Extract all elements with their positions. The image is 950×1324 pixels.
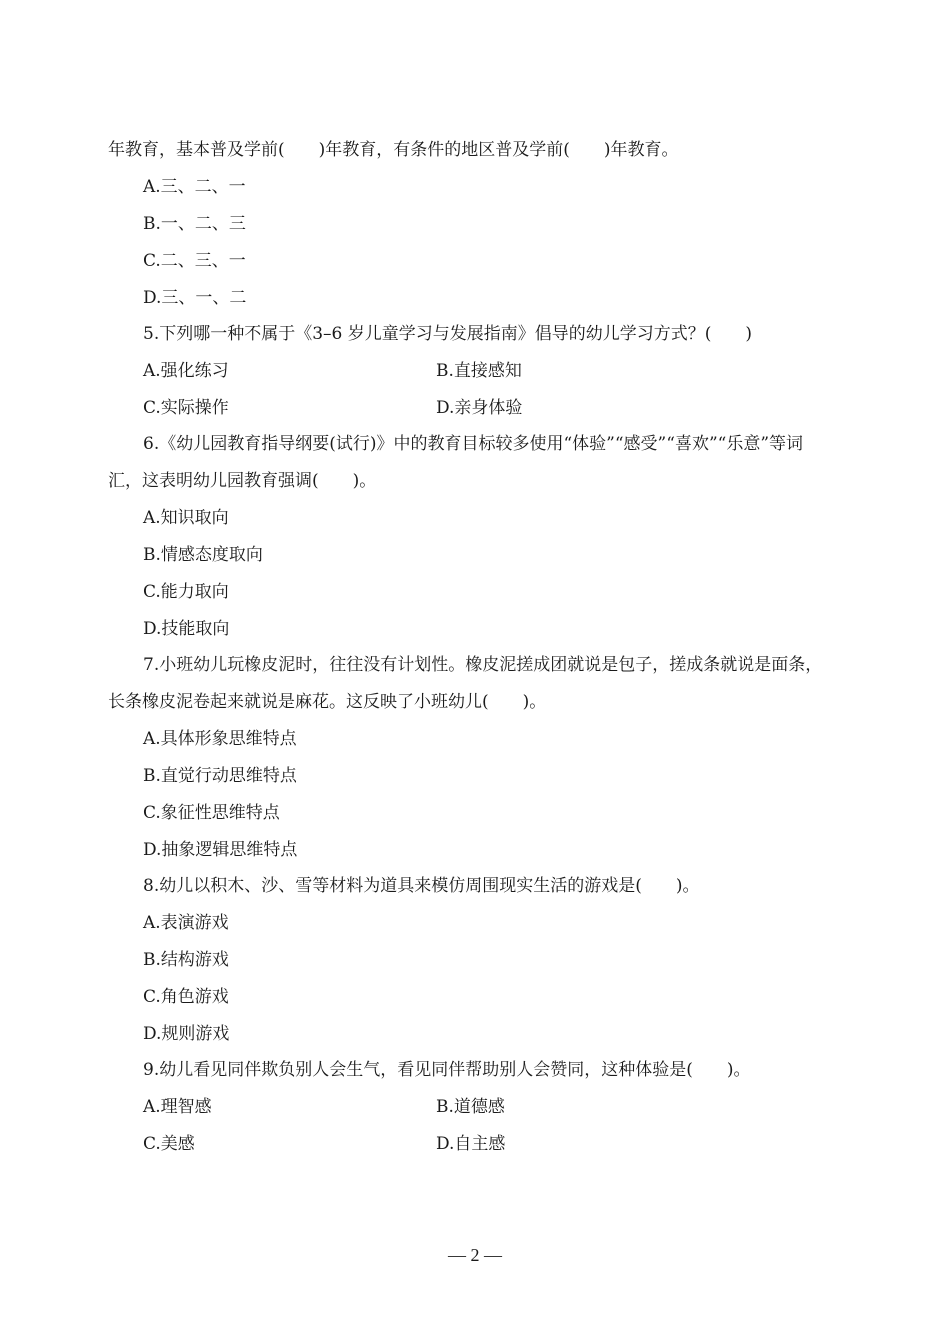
q4-stem-continuation: 年教育，基本普及学前( )年教育，有条件的地区普及学前( )年教育。 — [108, 140, 679, 160]
q5-option-c: C.实际操作 — [143, 398, 229, 418]
q4-option-a: A.三、二、一 — [143, 177, 246, 197]
q6-stem-line2: 汇，这表明幼儿园教育强调( )。 — [108, 471, 377, 491]
q9-option-d: D.自主感 — [436, 1134, 506, 1154]
q4-option-c: C.二、三、一 — [143, 251, 246, 271]
q9-option-c: C.美感 — [143, 1134, 195, 1154]
q9-option-a: A.理智感 — [143, 1097, 212, 1117]
q8-option-d: D.规则游戏 — [143, 1024, 230, 1044]
q7-option-b: B.直觉行动思维特点 — [143, 766, 297, 786]
q6-stem-line1: 6.《幼儿园教育指导纲要(试行)》中的教育目标较多使用“体验”“感受”“喜欢”“乐意”等词 — [143, 434, 804, 454]
q6-option-b: B.情感态度取向 — [143, 545, 263, 565]
q6-option-c: C.能力取向 — [143, 582, 229, 602]
q8-stem: 8.幼儿以积木、沙、雪等材料为道具来模仿周围现实生活的游戏是( )。 — [143, 876, 700, 896]
q8-option-c: C.角色游戏 — [143, 987, 229, 1007]
q7-option-c: C.象征性思维特点 — [143, 803, 280, 823]
q5-option-a: A.强化练习 — [143, 361, 229, 381]
q5-option-b: B.直接感知 — [436, 361, 522, 381]
q6-option-a: A.知识取向 — [143, 508, 229, 528]
q7-option-a: A.具体形象思维特点 — [143, 729, 297, 749]
q9-option-b: B.道德感 — [436, 1097, 505, 1117]
q8-option-b: B.结构游戏 — [143, 950, 229, 970]
q4-option-d: D.三、一、二 — [143, 288, 247, 308]
q4-option-b: B.一、二、三 — [143, 214, 246, 234]
q5-stem: 5.下列哪一种不属于《3–6 岁儿童学习与发展指南》倡导的幼儿学习方式？( ) — [143, 324, 753, 344]
q7-option-d: D.抽象逻辑思维特点 — [143, 840, 298, 860]
page-number: — 2 — — [448, 1245, 502, 1265]
q6-option-d: D.技能取向 — [143, 619, 230, 639]
q7-stem-line2: 长条橡皮泥卷起来就说是麻花。这反映了小班幼儿( )。 — [108, 692, 547, 712]
q8-option-a: A.表演游戏 — [143, 913, 229, 933]
q5-option-d: D.亲身体验 — [436, 398, 523, 418]
q7-stem-line1: 7.小班幼儿玩橡皮泥时，往往没有计划性。橡皮泥搓成团就说是包子，搓成条就说是面条， — [143, 655, 823, 675]
q9-stem: 9.幼儿看见同伴欺负别人会生气，看见同伴帮助别人会赞同，这种体验是( )。 — [143, 1060, 751, 1080]
